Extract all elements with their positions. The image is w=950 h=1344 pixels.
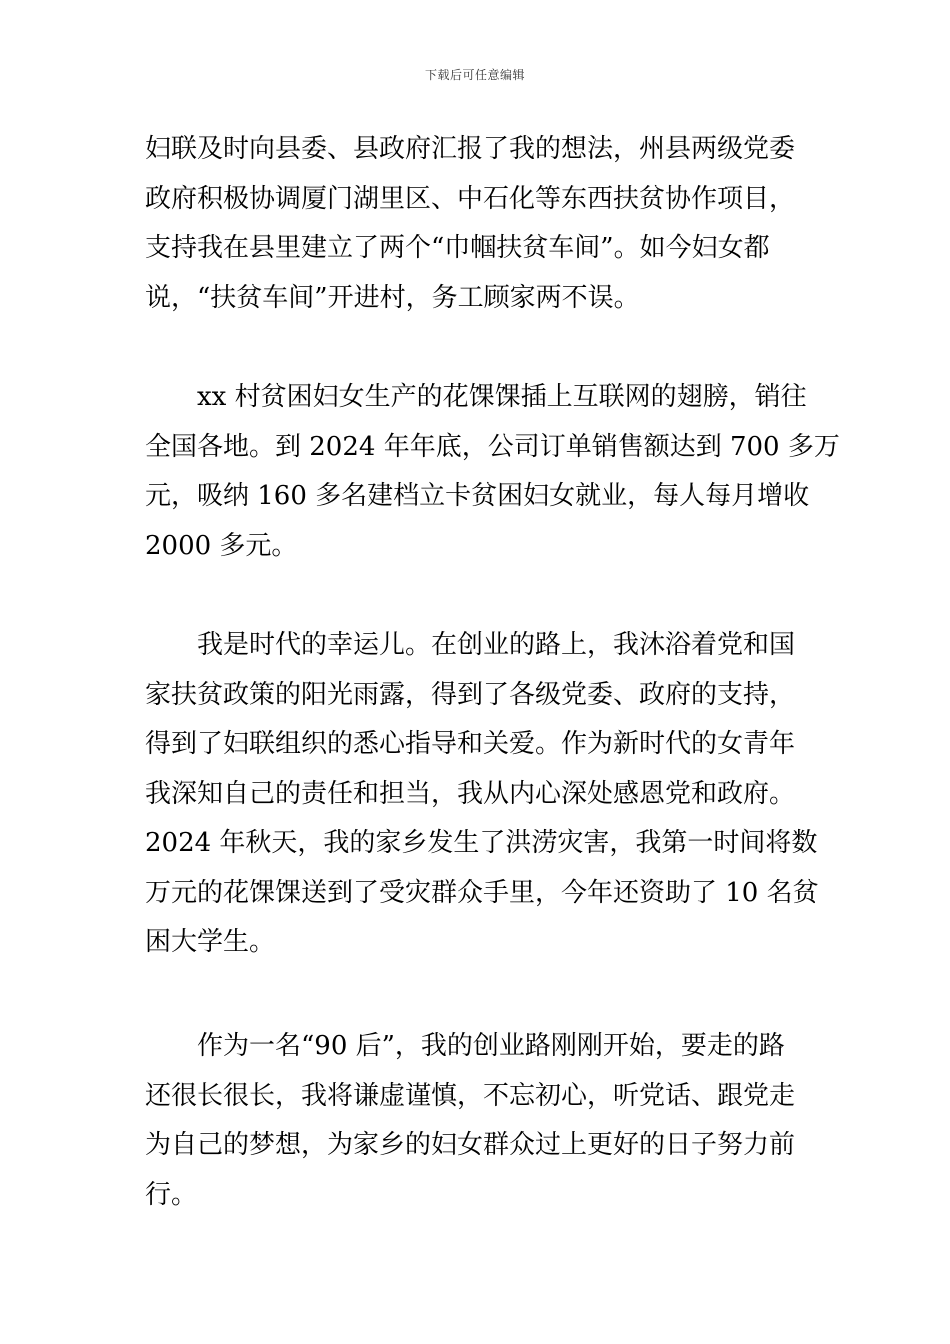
paragraph-line: 妇联及时向县委、县政府汇报了我的想法，州县两级党委 [145,134,796,164]
paragraph-4 [145,1022,825,1220]
paragraph-line: 行。 [145,1179,198,1210]
paragraph-line: 全国各地。到 2024 年年底，公司订单销售额达到 700 多万 [145,431,840,462]
paragraph-3 [145,621,825,968]
paragraph-line: 家扶贫政策的阳光雨露，得到了各级党委、政府的支持， [145,679,796,710]
paragraph-line: 我是时代的幸运儿。在创业的路上，我沐浴着党和国 [197,630,796,660]
paragraph-line: 困大学生。 [145,927,276,957]
paragraph-line: 作为一名“90 后”，我的创业路刚刚开始，要走的路 [197,1031,785,1061]
paragraph-line: 元，吸纳 160 多名建档立卡贫困妇女就业，每人每月增收 [145,481,810,511]
paragraph-line: xx 村贫困妇女生产的花馃馃插上互联网的翅膀，销往 [197,382,807,412]
page-header: 下载后可任意编辑 [424,68,525,82]
paragraph-line: 万元的花馃馃送到了受灾群众手里，今年还资助了 10 名贫 [145,877,819,908]
paragraph-1 [145,125,825,323]
paragraph-line: 为自己的梦想，为家乡的妇女群众过上更好的日子努力前 [145,1130,796,1160]
paragraph-line: 2024 年秋天，我的家乡发生了洪涝灾害，我第一时间将数 [145,828,818,858]
paragraph-line: 支持我在县里建立了两个“巾帼扶贫车间”。如今妇女都 [145,233,770,263]
paragraph-line: 得到了妇联组织的悉心指导和关爱。作为新时代的女青年 [145,729,796,759]
paragraph-line: 我深知自己的责任和担当，我从内心深处感恩党和政府。 [145,778,796,809]
paragraph-line: 还很长很长，我将谦虚谨慎，不忘初心，听党话、跟党走 [145,1080,796,1111]
paragraph-line: 说，“扶贫车间”开进村，务工顾家两不误。 [145,282,640,313]
paragraph-2 [145,373,840,571]
paragraph-line: 政府积极协调厦门湖里区、中石化等东西扶贫协作项目， [145,183,796,214]
paragraph-line: 2000 多元。 [145,530,298,561]
